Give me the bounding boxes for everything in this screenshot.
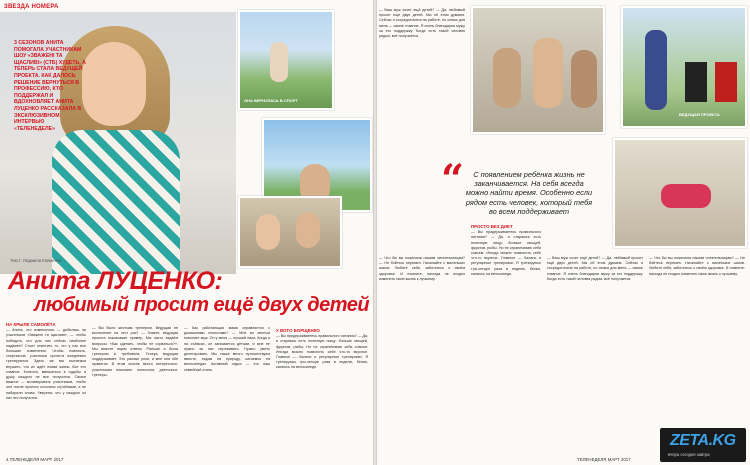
group-figure-2 bbox=[533, 38, 563, 108]
photo-exercise bbox=[613, 138, 747, 248]
left-page bbox=[0, 0, 373, 465]
column-4-text: — Вы придерживаетесь правильного питания? — Да, я стараюсь есть полезную пищу: больше овощей, фруктов, рыбы. Но не ограничиваю себя совсем. Иногда можно позволить себе что-то вкусное. Главное — баланс и регулярные тренировки. Я тренируюсь три-четыре раза в неделю, бегаю, катаюсь на велосипеде. bbox=[276, 334, 368, 370]
column-3 bbox=[184, 326, 270, 456]
photo-bike bbox=[238, 10, 334, 110]
column-6-text: — Что бы вы пожелали нашим читательницам? — Не бойтесь перемен. Начинайте с маленьких шагов. Любите себя, заботьтесь о своём здоровье. И помните: никогда не поздно изменить свою жизнь к лучшему. bbox=[379, 256, 465, 281]
folio-right: ТЕЛЕНЕДЕЛЯ МАРТ 2017 bbox=[577, 457, 631, 462]
column-1-heading: НА КРЫЛЕ САМОЛЁТА bbox=[6, 322, 56, 327]
watermark-logo: ZETA.KG bbox=[670, 432, 736, 449]
photo-group bbox=[471, 6, 605, 134]
exercise-figure bbox=[661, 184, 711, 208]
column-8-text: — Ваш муж хочет ещё детей? — Да, любимый просит ещё двух детей. Мы об этом думаем. Сейчас я сосредоточена на работе, но семья для меня — самое главное. Я очень благодарна мужу за его поддержку. Когда есть такой человек рядом, всё получается. bbox=[547, 256, 643, 281]
prop-bin-1 bbox=[685, 62, 707, 102]
column-4-heading: У ВОТО БОРЩЕНКО bbox=[276, 328, 320, 333]
watermark bbox=[660, 428, 746, 462]
column-3-text: — Как работающая мама справляется с домашними хлопотами? — Мне во многом помогает муж. Он у меня — лучший папа. Когда я на съёмках, он занимается детьми, и мне не нужно за них переживать. Нужно уметь делегировать. Мы также много путешествуем вместе, ездим на природу, катаемся на велосипедах. Активный отдых — это наш семейный стиль. bbox=[184, 326, 270, 372]
column-2 bbox=[92, 326, 178, 456]
column-4 bbox=[276, 326, 368, 456]
photo-show bbox=[621, 6, 747, 128]
caption-bike: ОНА ВЕРНУЛАСЬ В СПОРТ bbox=[244, 98, 298, 103]
subhead: любимый просит ещё двух детей bbox=[34, 294, 370, 316]
prop-bin-2 bbox=[715, 62, 737, 102]
article-credit: Текст: Людмила Клименко bbox=[10, 258, 62, 263]
group-figure-3 bbox=[571, 50, 597, 108]
portrait-dress bbox=[52, 130, 180, 274]
column-9 bbox=[649, 256, 745, 422]
column-7 bbox=[471, 222, 541, 456]
friend-1 bbox=[256, 214, 280, 250]
watermark-tagline: вчера сегодня завтра bbox=[668, 452, 710, 457]
portrait-face bbox=[82, 42, 146, 126]
bike-figure bbox=[270, 42, 288, 82]
column-1 bbox=[6, 320, 86, 456]
column-2-text: — Вы были жестким тренером. Ведущая не восполняет на этот раз? — Знаете, ведущая проекта показывает пример. Мы часто задаём вопросы: «Как сделать, чтобы не сорваться?». Мы вместе ищем ответы. Раньше я была тренером и требовала. Теперь ведущая поддерживает. Это разные роли, и мне они обе нравятся. В этом сезоне много интересного: участникам помогают психологи, диетологи, тренеры. bbox=[92, 326, 178, 377]
column-6 bbox=[379, 256, 465, 456]
caption-show: ВЕДУЩАЯ ПРОЕКТА bbox=[679, 112, 720, 117]
column-7-heading: ПРОСТО БЕЗ ДИЕТ bbox=[471, 224, 513, 229]
headline: Анита ЛУЦЕНКО: bbox=[8, 267, 223, 295]
host-figure bbox=[645, 30, 667, 110]
column-9-text: — Что бы вы пожелали нашим читательницам? — Не бойтесь перемен. Начинайте с маленьких шагов. Любите себя, заботьтесь о своём здоровье. И помните: никогда не поздно изменить свою жизнь к лучшему. bbox=[649, 256, 745, 276]
column-7-text: — Вы придерживаетесь правильного питания? — Да, я стараюсь есть полезную пищу: больше овощей, фруктов, рыбы. Но не ограничиваю себя совсем. Иногда можно позволить себе что-то вкусное. Главное — баланс и регулярные тренировки. Я тренируюсь три-четыре раза в неделю, бегаю, катаюсь на велосипеде. bbox=[471, 230, 541, 276]
intro-text: 3 СЕЗОНОВ АНИТА ПОМОГАЛА УЧАСТНИКАМ ШОУ «ЗВАЖЕНІ ТА ЩАСЛИВІ» (СТБ) ХУДЕТЬ, А ТЕПЕРЬ СТАЛА ВЕДУЩЕЙ ПРОЕКТА. КАК ДАЛОСЬ РЕШЕНИЕ ВЕРНУТЬСЯ В ПРОФЕССИЮ, КТО ПОДДЕРЖАЛ И ВДОХНОВЛЯЕТ АНИТА ЛУЦЕНКО РАССКАЗАЛА В ЭКСКЛЮЗИВНОМ ИНТЕРВЬЮ «ТЕЛЕНЕДЕЛЕ» bbox=[14, 40, 86, 132]
quote-mark: “ bbox=[441, 156, 465, 203]
column-5-text: — Ваш муж хочет ещё детей? — Да, любимый просит ещё двух детей. Мы об этом думаем. Сейчас я сосредоточена на работе, но семья для меня — самое главное. Я очень благодарна мужу за его поддержку. Когда есть такой человек рядом, всё получается. bbox=[379, 8, 465, 39]
folio-left: 4 ТЕЛЕНЕДЕЛЯ МАРТ 2017 bbox=[6, 457, 64, 462]
section-tag: ЗВЕЗДА НОМЕРА bbox=[4, 4, 59, 10]
column-1-text: — Анита, что изменилось — добилась ли участников «Зважені та щасливі», — чтобы победить, кто для них сейчас наиболее надёжен? Стоит отметить то, что у нас все большие изменения. Чтобы повлиять, спортзалов, участники проекта ежедневно тренируются. Здесь же мы пытаемся внушить, что их ждёт новая жизнь. Вот это главное. Конечно, вмешаться в судьбы и душу каждого не все получится. Самое важное — мотивировать участников, чтобы они после проекта остались стройными, а не набирали снова. Уверена, что у каждого из них это получится. bbox=[6, 328, 86, 400]
pull-quote: С появлением ребёнка жизнь не заканчивается. На себя всегда можно найти время. Особенно если рядом есть человек, который тебя во всем поддерживает bbox=[465, 170, 593, 216]
column-8 bbox=[547, 256, 643, 456]
photo-friends bbox=[238, 196, 342, 268]
friend-2 bbox=[296, 212, 320, 248]
column-5 bbox=[379, 8, 465, 248]
group-figure-1 bbox=[493, 48, 521, 108]
right-page bbox=[377, 0, 750, 465]
